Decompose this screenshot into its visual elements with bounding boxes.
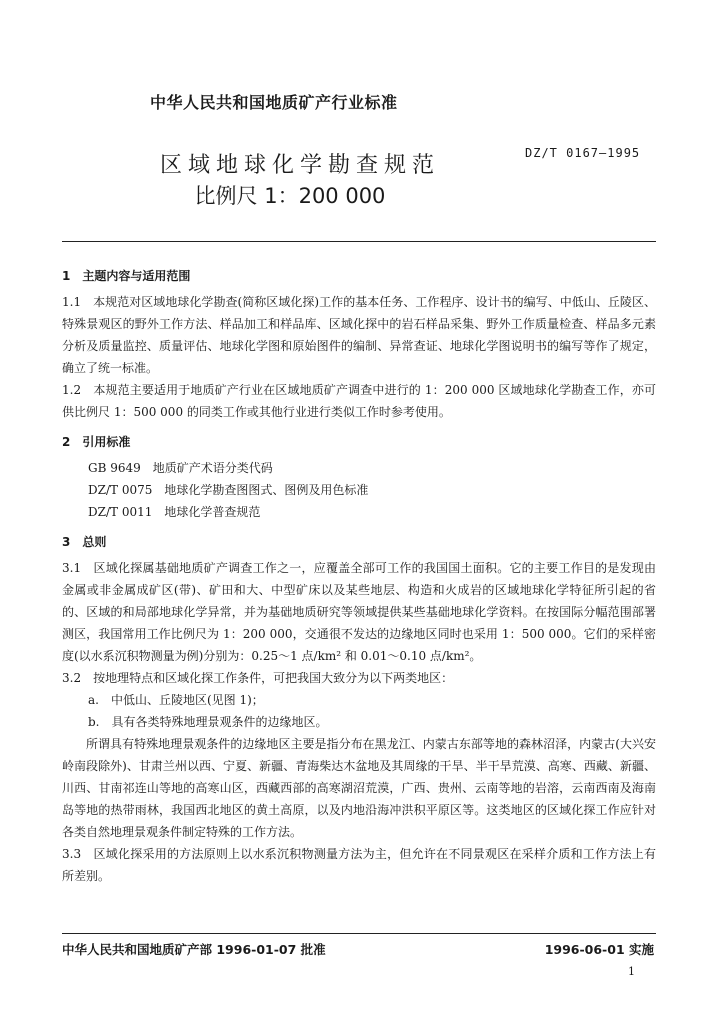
reference-item: DZ/T 0075 地球化学勘查图图式、图例及用色标准 [88,483,369,497]
paragraph: 3.2 按地理特点和区域化探工作条件，可把我国大致分为以下两类地区： [62,671,454,685]
paragraph: 1.1 本规范对区域地球化学勘查(简称区域化探)工作的基本任务、工作程序、设计书的编写、中低山、丘陵区、特殊景观区的野外工作方法、样品加工和样品库、区域化探中的岩石样品采集、野外工作质量检查、样品多元素分析及质量监控、质量评估、地球化学图和原始图件的编制、异常查证、地球化学图说明书的编写等作了规定，确立了统一标准。 [62,295,656,375]
document-body [62,265,656,887]
section-heading: 2 引用标准 [62,435,131,449]
section-heading: 1 主题内容与适用范围 [62,269,191,283]
paragraph: 3.3 区域化探采用的方法原则上以水系沉积物测量方法为主，但允许在不同景观区在采样介质和工作方法上有所差别。 [62,847,656,883]
header-divider [62,241,656,242]
approval-line: 中华人民共和国地质矿产部 1996-01-07 批准 [62,942,326,957]
page-number: 1 [628,965,635,978]
reference-item: GB 9649 地质矿产术语分类代码 [88,461,273,475]
document-subtitle: 比例尺 1：200 000 [194,184,386,208]
standard-category: 中华人民共和国地质矿产行业标准 [150,93,398,112]
list-item: b. 具有各类特殊地理景观条件的边缘地区。 [88,715,328,729]
paragraph: 1.2 本规范主要适用于地质矿产行业在区域地质矿产调查中进行的 1：200 000 区域地球化学勘查工作，亦可供比例尺 1：500 000 的同类工作或其他行业进行类似工作时参考使用。 [62,383,656,419]
reference-item: DZ/T 0011 地球化学普查规范 [88,505,261,519]
list-item: a. 中低山、丘陵地区(见图 1)； [88,693,264,707]
implementation-line: 1996-06-01 实施 [544,942,654,957]
document-title: 区域地球化学勘查规范 [159,153,440,178]
paragraph: 3.1 区域化探属基础地质矿产调查工作之一，应覆盖全部可工作的我国国土面积。它的主要工作目的是发现由金属或非金属成矿区(带)、矿田和大、中型矿床以及某些地层、构造和火成岩的区域地球化学特征所引起的省的、区域的和局部地球化学异常，并为基础地质研究等领域提供某些基础地球化学资料。在按国际分幅范围部署测区，我国常用工作比例尺为 1：200 000，交通很不发达的边缘地区同时也采用 1：500 000。它们的采样密度(以水系沉积物测量为例)分别为：0.25～1 点/km² 和 0.01～0.10 点/km²。 [62,561,656,663]
footer-divider [62,933,656,934]
standard-code: DZ/T 0167—1995 [525,146,641,160]
section-heading: 3 总则 [62,535,107,549]
paragraph: 所谓具有特殊地理景观条件的边缘地区主要是指分布在黑龙江、内蒙古东部等地的森林沼泽，内蒙古(大兴安岭南段除外)、甘肃兰州以西、宁夏、新疆、青海柴达木盆地及其周缘的干旱、半干旱荒漠、高寒、西藏、新疆、川西、甘南祁连山等地的高寒山区，西藏西部的高寒湖沼荒漠，广西、贵州、云南等地的岩溶，云南西南及海南岛等地的热带雨林，我国西北地区的黄土高原，以及内地沿海冲洪积平原区等。这类地区的区域化探工作应针对各类自然地理景观条件制定特殊的工作方法。 [62,737,656,839]
